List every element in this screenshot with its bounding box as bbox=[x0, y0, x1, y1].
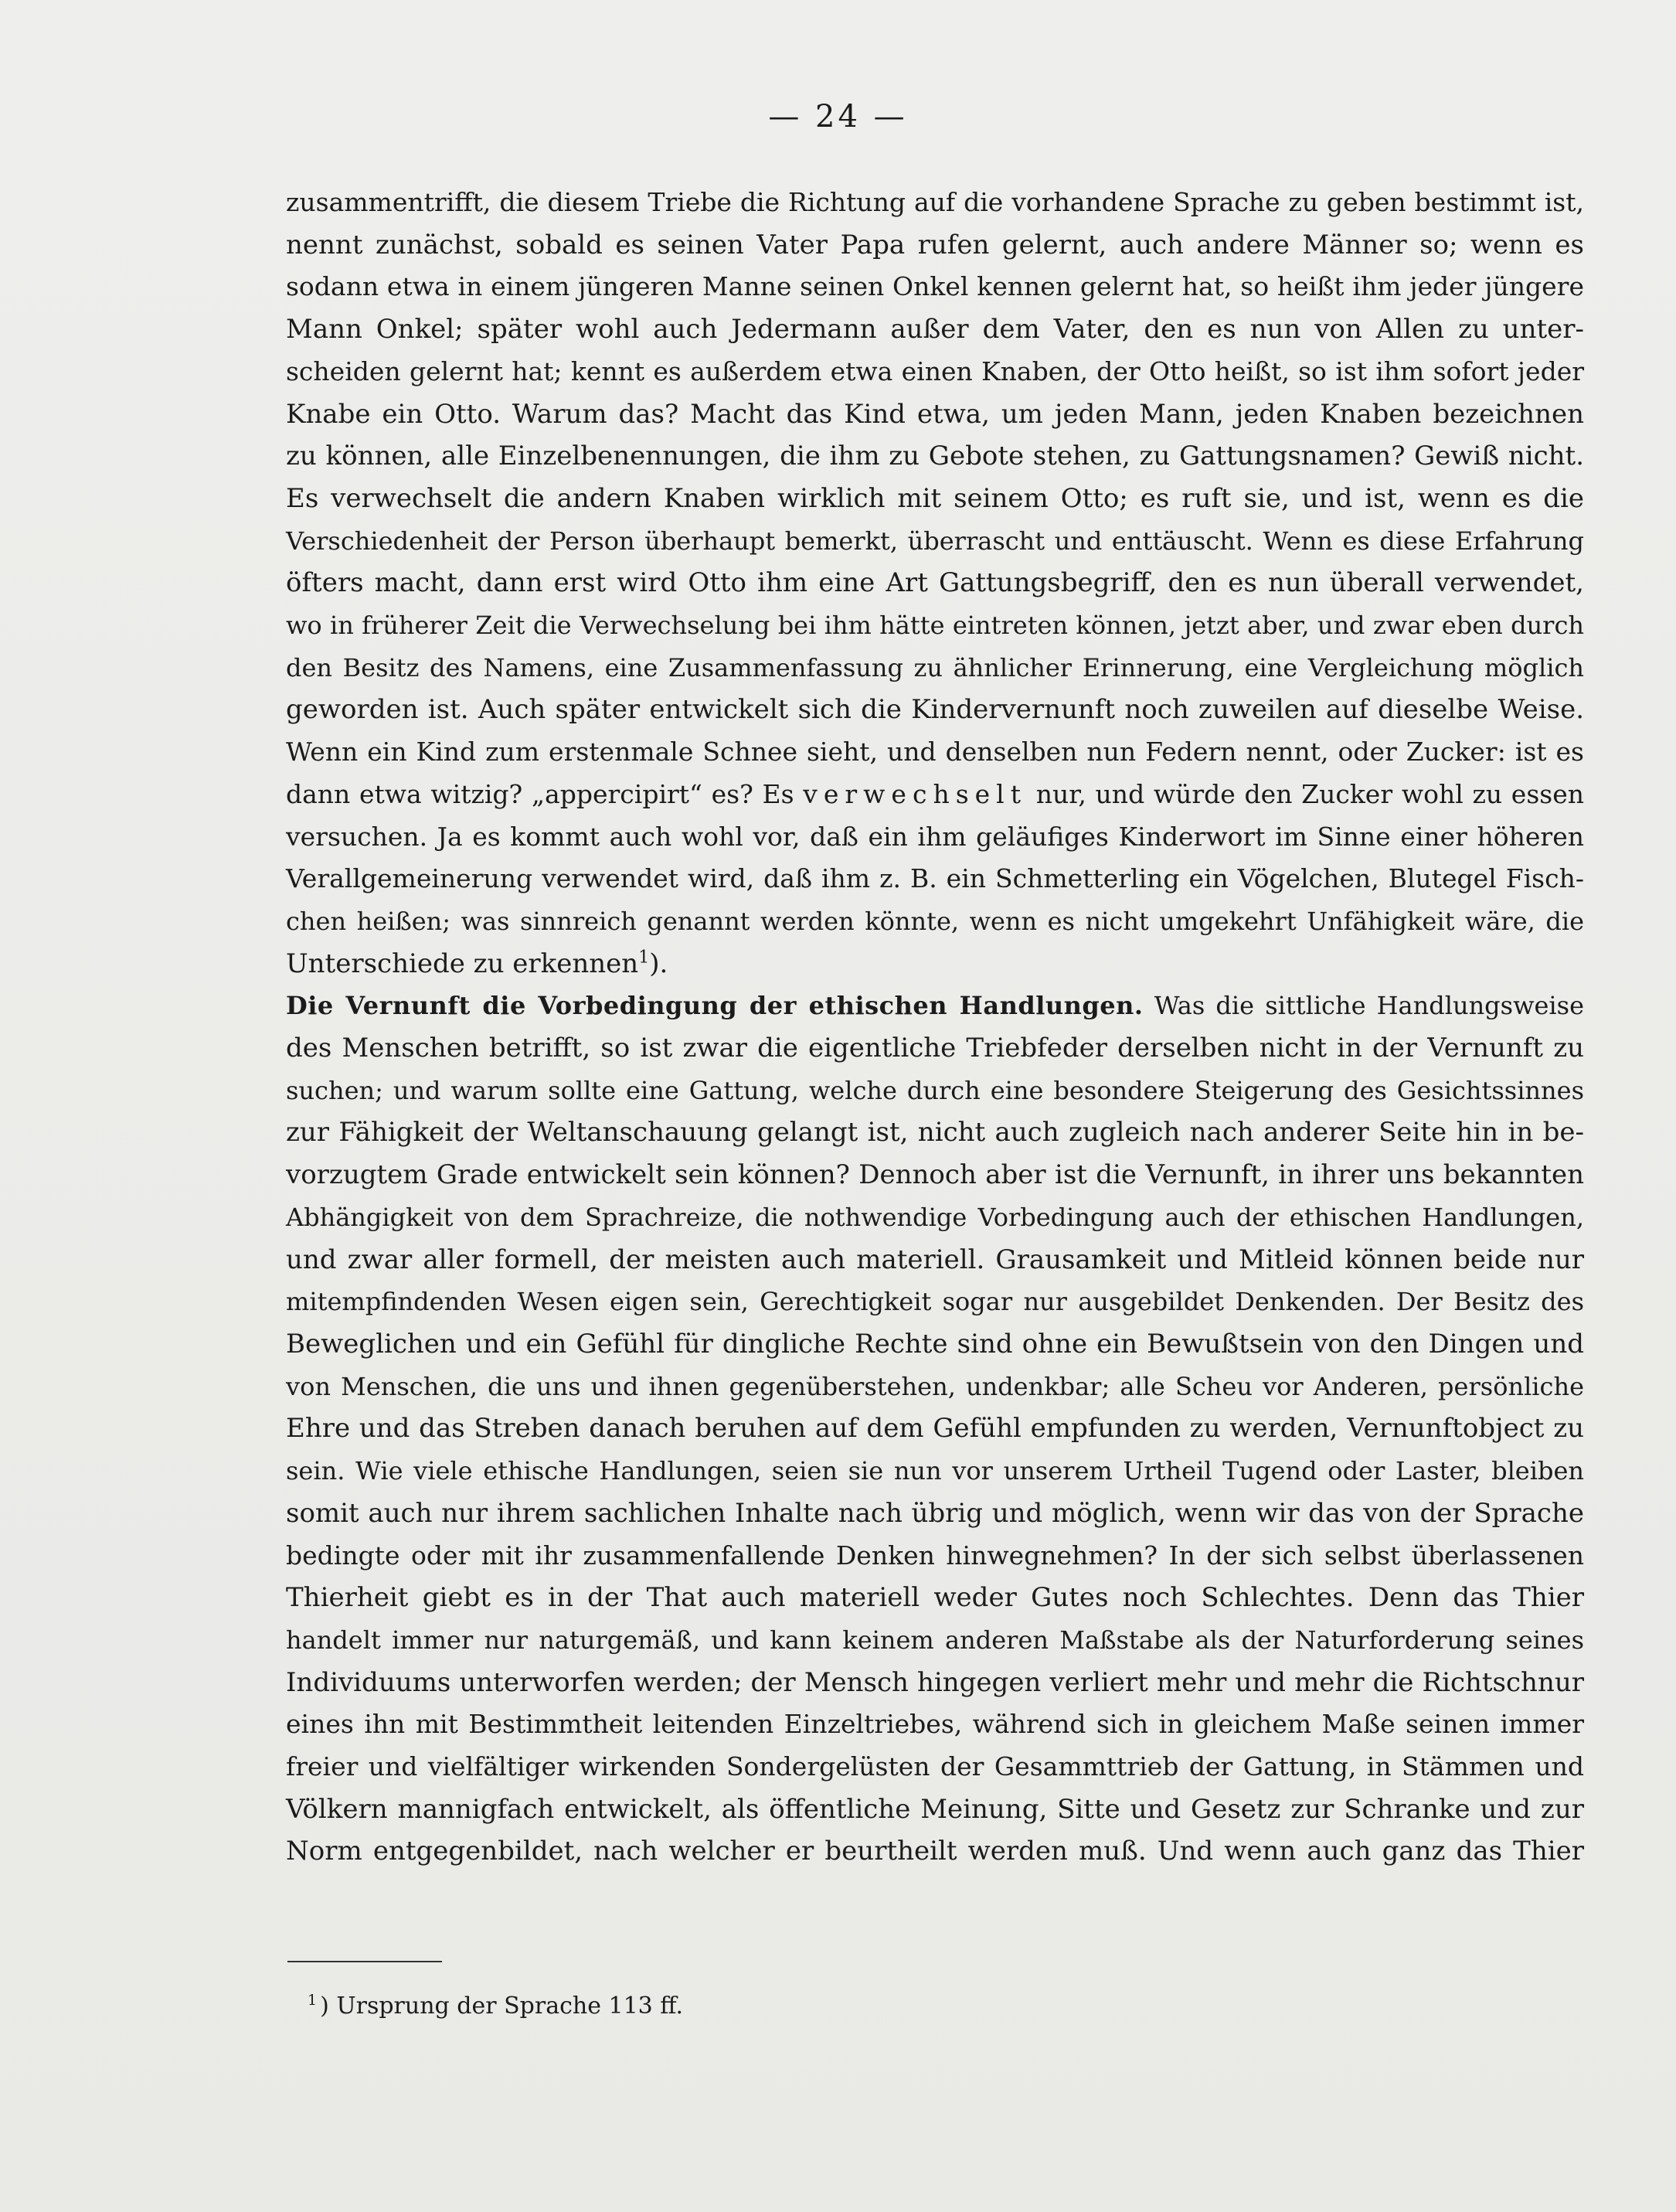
text-line: zur Fähigkeit der Weltanschauung gelangt ist, nicht auch zugleich nach anderer Seite hin in be- bbox=[286, 1117, 1584, 1149]
text-line: Beweglichen und ein Gefühl für dingliche Rechte sind ohne ein Bewußtsein von den Dingen und bbox=[286, 1328, 1584, 1360]
text-line: zusammentrifft, die diesem Triebe die Richtung auf die vorhandene Sprache zu geben bestimmt ist, bbox=[286, 187, 1584, 217]
text-line: chen heißen; was sinnreich genannt werden könnte, wenn es nicht umgekehrt Unfähigkeit wäre, die bbox=[286, 906, 1584, 936]
text-line: Thierheit giebt es in der That auch materiell weder Gutes noch Schlechtes. Denn das Thier bbox=[286, 1582, 1584, 1614]
text-line: vorzugtem Grade entwickelt sein können? Dennoch aber ist die Vernunft, in ihrer uns bekannten bbox=[286, 1159, 1584, 1191]
footnote-text: ) Ursprung der Sprache 113 ff. bbox=[320, 1993, 684, 2020]
section-heading-line bbox=[286, 985, 1584, 1027]
text-line: öfters macht, dann erst wird Otto ihm eine Art Gattungsbegriff, den es nun überall verwendet, bbox=[286, 567, 1584, 599]
footnote-divider bbox=[287, 1961, 442, 1962]
text-segment: dann etwa witzig? „appercipirt“ es? Es bbox=[286, 778, 794, 809]
text-line-spaced bbox=[286, 774, 1584, 816]
text-line: Wenn ein Kind zum erstenmale Schnee sieht, und denselben nun Federn nennt, oder Zucker: ist es bbox=[286, 737, 1584, 767]
page-number: — 24 — bbox=[768, 99, 908, 134]
text-line: zu können, alle Einzelbenennungen, die ihm zu Gebote stehen, zu Gattungsnamen? Gewiß nicht. bbox=[286, 441, 1584, 472]
body-text bbox=[286, 182, 1584, 1873]
text-line: freier und vielfältiger wirkenden Sondergelüsten der Gesammttrieb der Gattung, in Stämmen und bbox=[286, 1751, 1584, 1782]
footnote-marker[interactable]: 1 bbox=[638, 948, 650, 968]
text-line: Völkern mannigfach entwickelt, als öffentliche Meinung, Sitte und Gesetz zur Schranke und zur bbox=[286, 1793, 1584, 1825]
text-line: sodann etwa in einem jüngeren Manne seinen Onkel kennen gelernt hat, so heißt ihm jeder jüngere bbox=[286, 271, 1584, 302]
text-line: Norm entgegenbildet, nach welcher er beurtheilt werden muß. Und wenn auch ganz das Thier bbox=[286, 1836, 1584, 1867]
text-line: Verallgemeinerung verwendet wird, daß ihm z. B. ein Schmetterling ein Vögelchen, Blutegel Fisch- bbox=[286, 863, 1584, 894]
text-line: eines ihn mit Bestimmtheit leitenden Einzeltriebes, während sich in gleichem Maße seinen immer bbox=[286, 1709, 1584, 1740]
text-line: Mann Onkel; später wohl auch Jedermann außer dem Vater, den es nun von Allen zu unter- bbox=[286, 314, 1584, 345]
footnote bbox=[308, 1993, 683, 2020]
text-segment: Was die sittliche Handlungsweise bbox=[1154, 991, 1584, 1021]
text-line: Individuums unterworfen werden; der Mensch hingegen verliert mehr und mehr die Richtschnur bbox=[286, 1666, 1584, 1698]
text-line: mitempfindenden Wesen eigen sein, Gerechtigkeit sogar nur ausgebildet Denkenden. Der Besitz des bbox=[286, 1287, 1584, 1317]
emphasized-word: verwechselt bbox=[803, 778, 1027, 809]
text-line: des Menschen betrifft, so ist zwar die eigentliche Triebfeder derselben nicht in der Vernunft zu bbox=[286, 1033, 1584, 1064]
text-line: und zwar aller formell, der meisten auch materiell. Grausamkeit und Mitleid können beide nur bbox=[286, 1244, 1584, 1275]
text-line-with-footnote bbox=[286, 943, 1584, 985]
text-line: Es verwechselt die andern Knaben wirklich mit seinem Otto; es ruft sie, und ist, wenn es die bbox=[286, 482, 1584, 514]
text-line: bedingte oder mit ihr zusammenfallende Denken hinwegnehmen? In der sich selbst überlassenen bbox=[286, 1540, 1584, 1571]
text-line: Verschiedenheit der Person überhaupt bemerkt, überrascht und enttäuscht. Wenn es diese Erfahrung bbox=[286, 526, 1584, 556]
text-line: handelt immer nur naturgemäß, und kann keinem anderen Maßstabe als der Naturforderung seines bbox=[286, 1625, 1584, 1655]
text-line: den Besitz des Namens, eine Zusammenfassung zu ähnlicher Erinnerung, eine Vergleichung möglich bbox=[286, 652, 1584, 682]
text-line: Ehre und das Streben danach beruhen auf dem Gefühl empfunden zu werden, Vernunftobject zu bbox=[286, 1413, 1584, 1445]
text-line: Abhängigkeit von dem Sprachreize, die nothwendige Vorbedingung auch der ethischen Handlungen, bbox=[286, 1202, 1584, 1232]
text-line: suchen; und warum sollte eine Gattung, welche durch eine besondere Steigerung des Gesichtssinnes bbox=[286, 1075, 1584, 1105]
text-line: Knabe ein Otto. Warum das? Macht das Kind etwa, um jeden Mann, jeden Knaben bezeichnen bbox=[286, 398, 1584, 430]
text-segment: Unterschiede zu erkennen bbox=[286, 948, 639, 979]
text-line: von Menschen, die uns und ihnen gegenüberstehen, undenkbar; alle Scheu vor Anderen, persönliche bbox=[286, 1371, 1584, 1401]
text-line: geworden ist. Auch später entwickelt sich die Kindervernunft noch zuweilen auf dieselbe Weise. bbox=[286, 694, 1584, 726]
footnote-number: 1 bbox=[308, 1992, 318, 2009]
text-segment: nur, und würde den Zucker wohl zu essen bbox=[1035, 778, 1584, 809]
text-line: versuchen. Ja es kommt auch wohl vor, daß ein ihm geläufiges Kinderwort im Sinne einer höheren bbox=[286, 821, 1584, 852]
section-heading: Die Vernunft die Vorbedingung der ethischen Handlungen. bbox=[286, 991, 1144, 1021]
text-line: nennt zunächst, sobald es seinen Vater Papa rufen gelernt, auch andere Männer so; wenn es bbox=[286, 229, 1584, 260]
text-segment: ). bbox=[649, 948, 668, 979]
text-line: scheiden gelernt hat; kennt es außerdem etwa einen Knaben, der Otto heißt, so ist ihm sofort jeder bbox=[286, 356, 1584, 386]
text-line: wo in früherer Zeit die Verwechselung bei ihm hätte eintreten können, jetzt aber, und zwar eben durch bbox=[286, 611, 1584, 641]
text-line: somit auch nur ihrem sachlichen Inhalte nach übrig und möglich, wenn wir das von der Sprache bbox=[286, 1497, 1584, 1529]
text-line: sein. Wie viele ethische Handlungen, seien sie nun vor unserem Urtheil Tugend oder Laster, bleiben bbox=[286, 1456, 1584, 1486]
